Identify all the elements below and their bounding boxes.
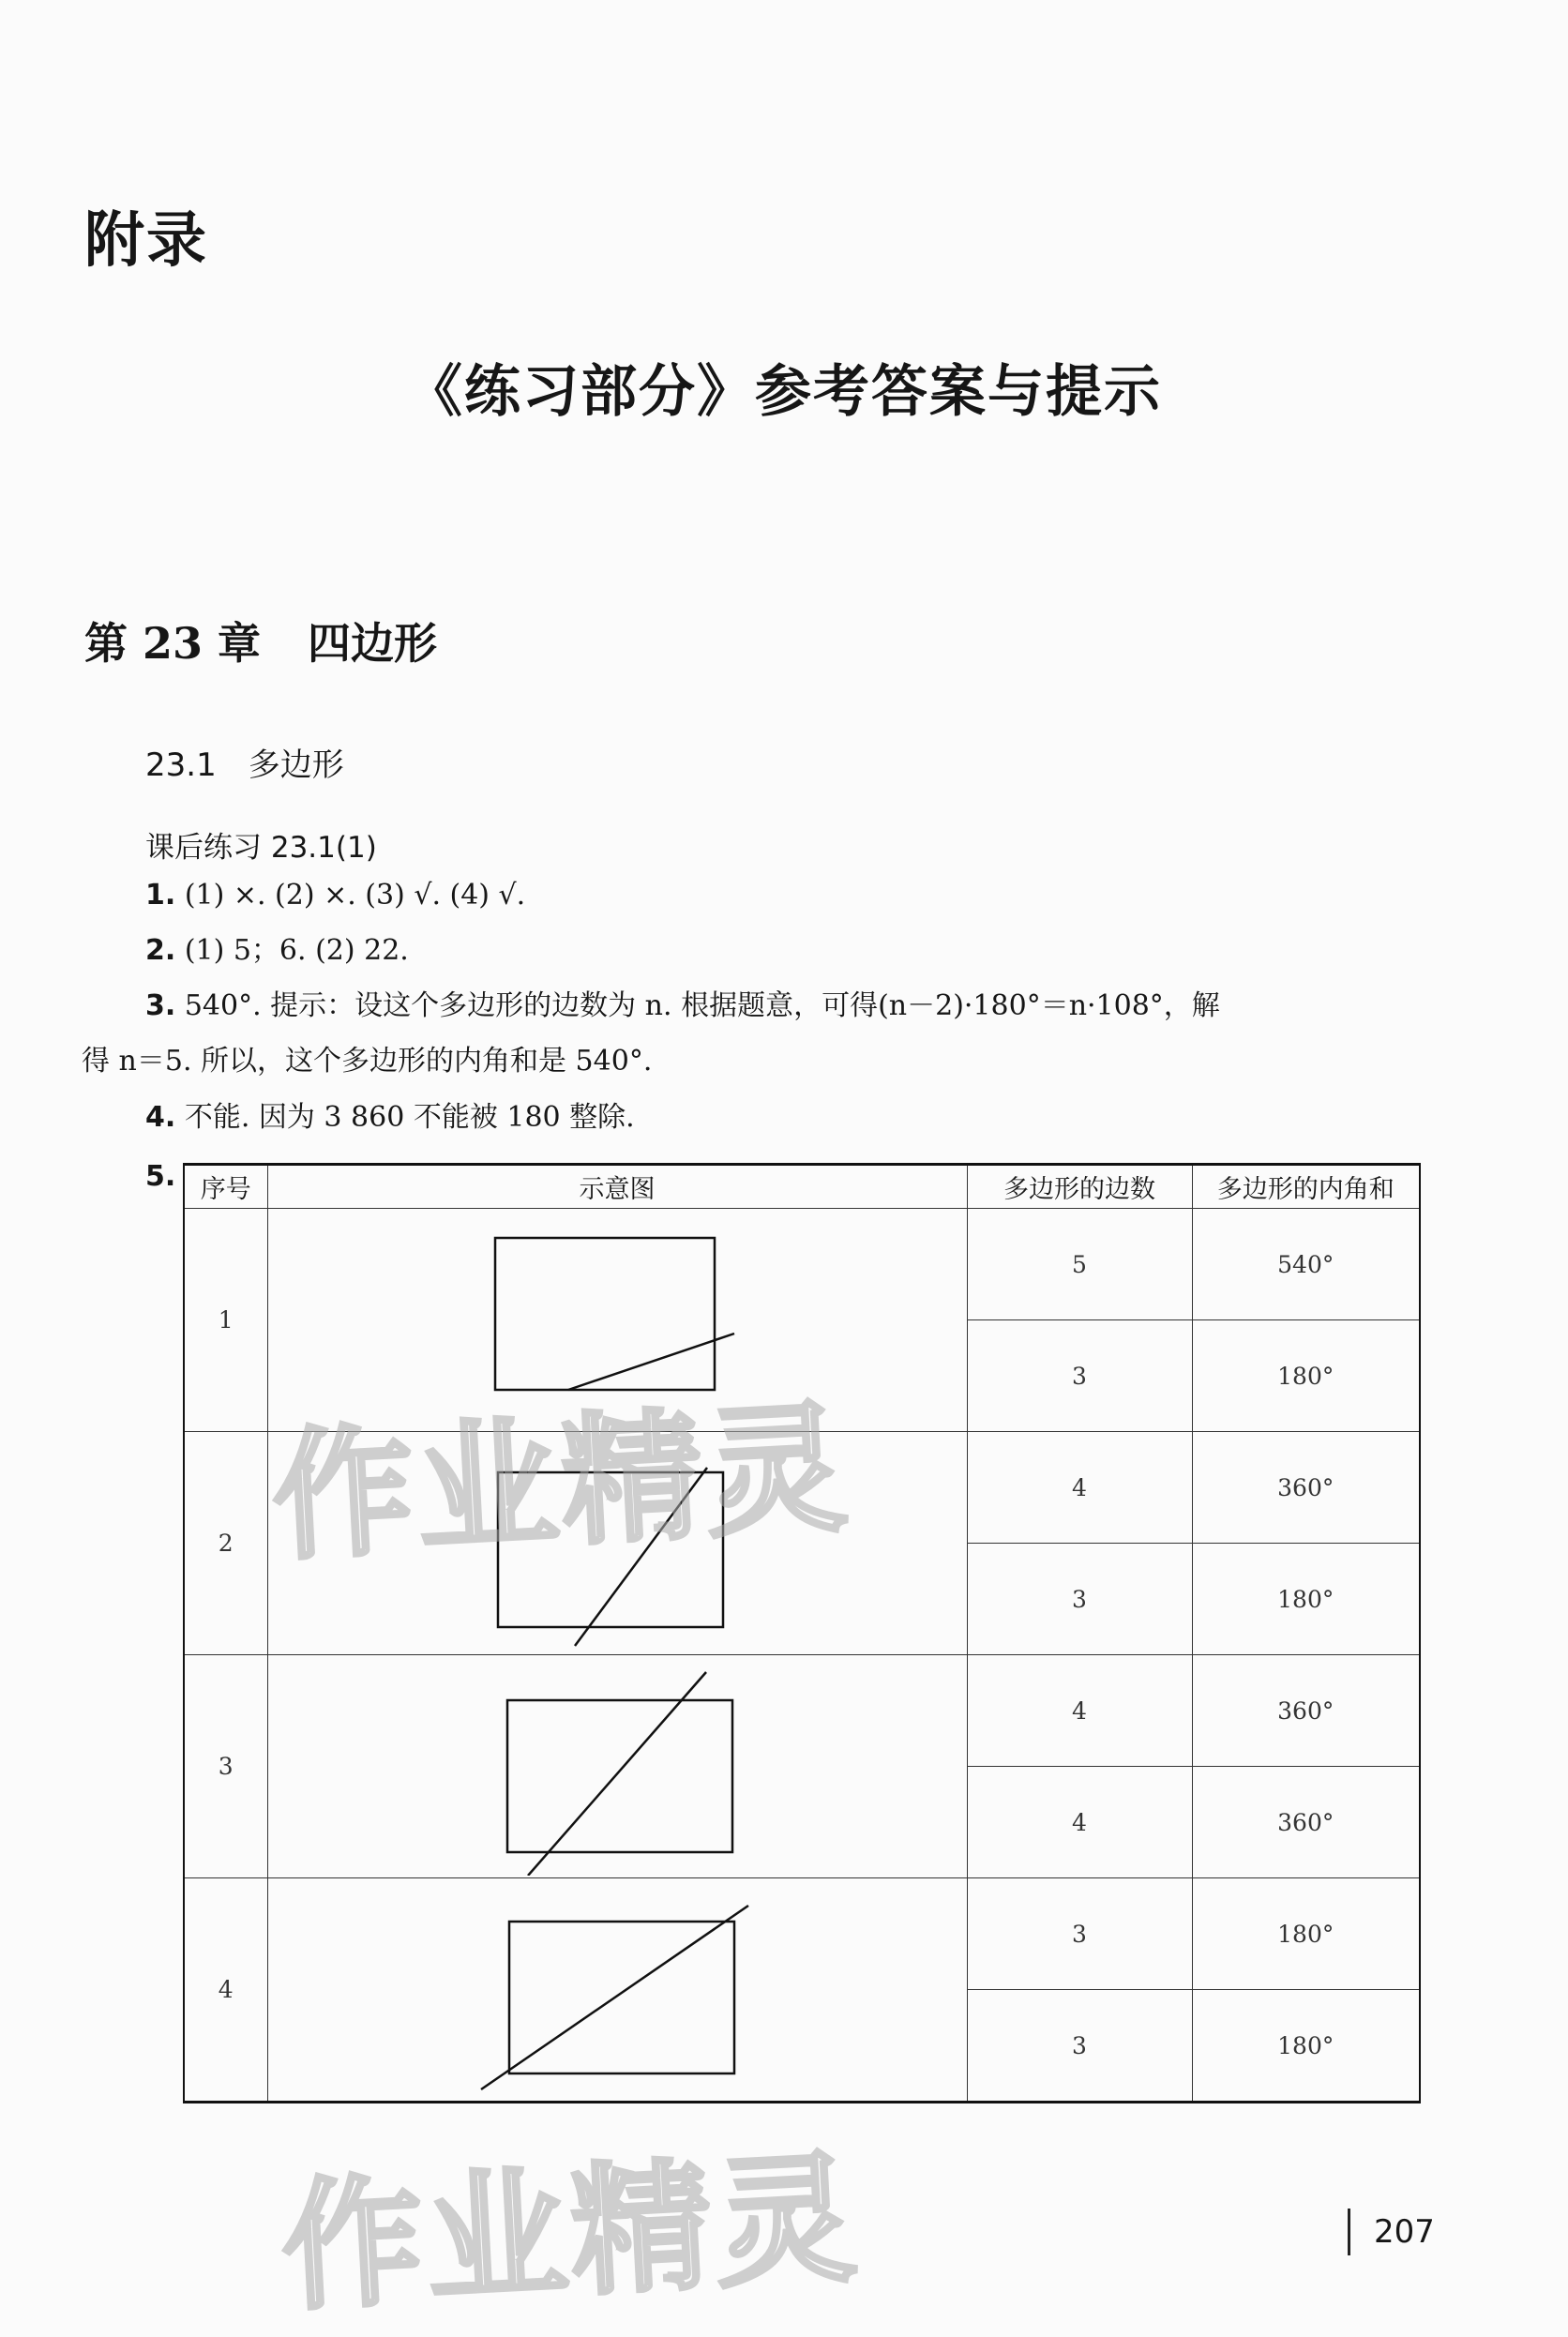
answer-4 [145, 1099, 635, 1137]
angle-sum-cell: 180° [1192, 1990, 1420, 2103]
angle-sum-cell: 180° [1192, 1544, 1420, 1655]
page-number-divider [1348, 2209, 1350, 2255]
cut-line [528, 1672, 706, 1876]
rectangle-shape [507, 1700, 732, 1852]
angle-sum-cell: 180° [1192, 1878, 1420, 1990]
cut-line [481, 1906, 748, 2089]
answer-2-text: (1) 5；6. (2) 22. [175, 934, 409, 967]
table-row [184, 1878, 1420, 1990]
angle-sum-cell: 180° [1192, 1320, 1420, 1432]
header-index: 序号 [184, 1165, 267, 1209]
row-index: 2 [184, 1432, 267, 1655]
sides-cell: 3 [967, 1990, 1192, 2103]
chapter-heading [84, 610, 437, 671]
answer-1-text: (1) ×. (2) ×. (3) √. (4) √. [175, 879, 526, 912]
diagram-3 [267, 1655, 967, 1878]
answer-1 [145, 877, 525, 914]
diagram-4-figure [270, 1881, 964, 2099]
table-row [184, 1655, 1420, 1767]
watermark: 作业精灵 [268, 1386, 854, 1580]
appendix-title: 附录 [84, 206, 208, 276]
table-header-row [184, 1165, 1420, 1209]
header-angle-sum: 多边形的内角和 [1192, 1165, 1420, 1209]
row-index: 4 [184, 1878, 267, 2103]
row-index: 1 [184, 1209, 267, 1432]
section-title: 多边形 [248, 746, 344, 784]
sides-cell: 3 [967, 1320, 1192, 1432]
angle-sum-cell: 360° [1192, 1432, 1420, 1544]
row-index: 3 [184, 1655, 267, 1878]
rectangle-shape [509, 1922, 734, 2073]
answer-5-number: 5. [145, 1160, 176, 1193]
answer-4-text: 不能. 因为 3 860 不能被 180 整除. [175, 1101, 635, 1134]
sides-cell: 4 [967, 1432, 1192, 1544]
sides-cell: 5 [967, 1209, 1192, 1320]
section-heading [145, 739, 344, 785]
answer-3-continuation: 得 n＝5. 所以，这个多边形的内角和是 540°. [82, 1045, 653, 1078]
sides-cell: 3 [967, 1544, 1192, 1655]
header-diagram: 示意图 [267, 1165, 967, 1209]
page-number: 207 [1374, 2213, 1435, 2251]
watermark: 作业精灵 [278, 2136, 864, 2330]
answer-1-number: 1. [145, 879, 176, 912]
answer-2 [145, 932, 409, 970]
header-sides: 多边形的边数 [967, 1165, 1192, 1209]
answer-2-number: 2. [145, 934, 176, 967]
answer-3 [145, 988, 1220, 1025]
answer-4-number: 4. [145, 1101, 176, 1134]
sides-cell: 4 [967, 1655, 1192, 1767]
angle-sum-cell: 540° [1192, 1209, 1420, 1320]
sides-cell: 3 [967, 1878, 1192, 1990]
answer-3-text: 540°. 提示：设这个多边形的边数为 n. 根据题意，可得(n－2)·180°＝n·108°，解 [175, 989, 1220, 1022]
polygon-answer-table [183, 1163, 1421, 2103]
diagram-3-figure [270, 1658, 964, 1876]
exercise-heading: 课后练习 23.1(1) [145, 831, 377, 865]
main-title: 《练习部分》参考答案与提示 [406, 359, 1162, 425]
angle-sum-cell: 360° [1192, 1767, 1420, 1878]
diagram-4 [267, 1878, 967, 2103]
angle-sum-cell: 360° [1192, 1655, 1420, 1767]
chapter-number: 第 23 章 [84, 618, 262, 669]
table-row [184, 1209, 1420, 1320]
answer-3-number: 3. [145, 989, 176, 1022]
sides-cell: 4 [967, 1767, 1192, 1878]
chapter-title: 四边形 [308, 618, 438, 669]
section-number: 23.1 [145, 746, 217, 784]
